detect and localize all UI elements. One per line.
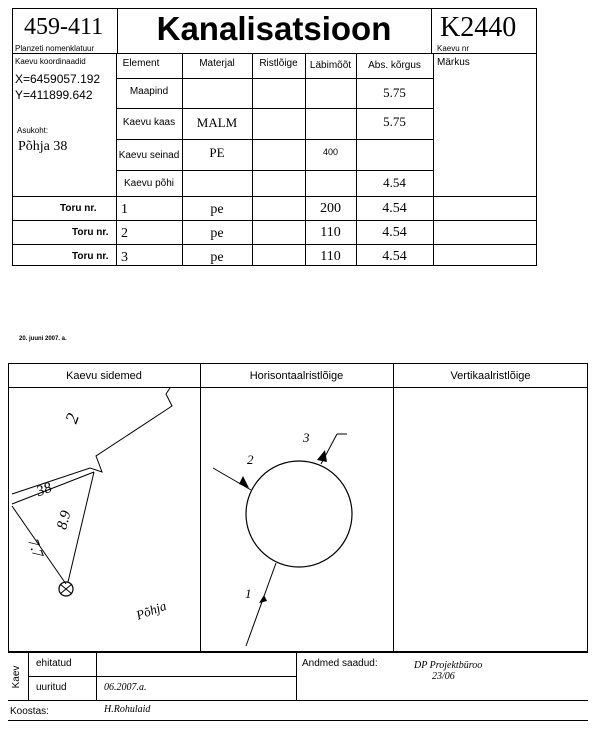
asukoht-value: Põhja 38 — [18, 139, 68, 154]
row-korgus: 5.75 — [383, 85, 406, 100]
horisontaal-sketch — [201, 388, 393, 652]
pipe-label-2: 2 — [247, 452, 254, 467]
pipe-materjal: pe — [210, 226, 224, 241]
col-header-labimoot: Läbimõõt — [309, 60, 352, 71]
pipe-label-3: 3 — [303, 430, 310, 445]
pipe-nr: 3 — [121, 250, 128, 265]
section-horisontaal: Horisontaalristlõige — [249, 370, 344, 382]
uuritud-label: uuritud — [36, 682, 67, 693]
pipe-label: Toru nr. — [72, 251, 109, 262]
nomenklatuur-value: 459-411 — [24, 14, 104, 40]
row-element: Kaevu kaas — [122, 117, 176, 128]
row-labimoot: 400 — [322, 147, 339, 157]
pipe-labimoot: 110 — [320, 225, 341, 240]
koostas-label: Koostas: — [10, 706, 49, 717]
coord-x: X=6459057.192 — [15, 72, 101, 86]
kaev-number-label: Kaevu nr — [437, 44, 470, 53]
sidemed-sketch — [8, 388, 200, 652]
row-korgus: 5.75 — [383, 114, 406, 129]
pipe-materjal: pe — [210, 202, 224, 217]
col-header-element: Element — [122, 58, 160, 69]
row-element: Kaevu seinad — [118, 150, 180, 161]
col-header-materjal: Materjal — [199, 58, 235, 69]
row-materjal: MALM — [196, 115, 238, 130]
distance-label: 7.7 — [24, 536, 46, 561]
row-element: Maapind — [129, 86, 169, 97]
row-element: Kaevu põhi — [123, 178, 175, 189]
row-materjal: PE — [209, 145, 225, 160]
ehitatud-label: ehitatud — [36, 658, 72, 669]
uuritud-value: 06.2007.a. — [104, 682, 147, 693]
pipe-nr: 2 — [121, 226, 128, 241]
andmed-value-date: 23/06 — [432, 671, 455, 682]
col-header-korgus: Abs. kõrgus — [368, 60, 421, 71]
koostas-value: H.Rohulaid — [104, 704, 151, 715]
andmed-label: Andmed saadud: — [302, 658, 378, 669]
asukoht-label: Asukoht: — [17, 126, 49, 135]
col-header-ristloige: Ristlõige — [259, 58, 298, 69]
pipe-korgus: 4.54 — [382, 201, 407, 216]
pipe-labimoot: 200 — [320, 201, 341, 216]
house-number-label: 2 — [61, 410, 83, 426]
coord-y: Y=411899.642 — [15, 88, 93, 102]
section-vertikaal: Vertikaalristlõige — [450, 370, 531, 382]
coords-label: Kaevu koordinaadid — [15, 57, 86, 66]
kaev-number: K2440 — [440, 12, 517, 43]
pipe-materjal: pe — [210, 250, 224, 265]
pipe-label: Toru nr. — [72, 227, 109, 238]
andmed-value: DP Projektbüroo — [414, 660, 483, 671]
date-label: 20. juuni 2007. a. — [19, 336, 67, 342]
pipe-labimoot: 110 — [320, 249, 341, 264]
page-title: Kanalisatsioon — [156, 10, 392, 47]
distance-label: 8.9 — [54, 509, 75, 532]
street-label: Põhja — [133, 597, 169, 623]
distance-label: 38 — [34, 479, 54, 501]
pipe-korgus: 4.54 — [382, 225, 407, 240]
section-sidemed: Kaevu sidemed — [66, 370, 142, 382]
pipe-label-1: 1 — [245, 586, 252, 601]
pipe-korgus: 4.54 — [382, 249, 407, 264]
row-korgus: 4.54 — [383, 175, 406, 190]
nomenklatuur-label: Planzeti nomenklatuur — [15, 44, 95, 53]
kaev-label: Kaev — [11, 665, 22, 689]
col-header-markus: Märkus — [437, 57, 470, 68]
pipe-label: Toru nr. — [60, 203, 97, 214]
pipe-nr: 1 — [121, 202, 128, 217]
